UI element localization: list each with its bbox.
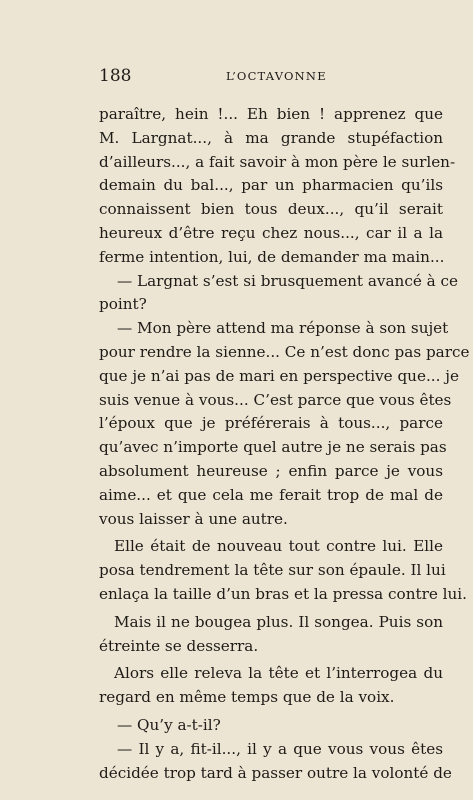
text-line: — Qu’y a-t-il? (117, 715, 221, 734)
text-line: regard en même temps que de la voix. (99, 688, 395, 707)
text-line: — Il y a, fit-il..., il y a que vous vous êtes (117, 739, 443, 758)
text-line: que je n’ai pas de mari en perspective que... je (99, 366, 459, 385)
text-line: étreinte se desserra. (99, 636, 259, 655)
text-line: ferme intention, lui, de demander ma main... (99, 247, 445, 266)
text-line: Elle était de nouveau tout contre lui. Elle (114, 537, 443, 556)
text-line: suis venue à vous... C’est parce que vous êtes (99, 390, 452, 409)
text-line: qu’avec n’importe quel autre je ne serais pas (99, 438, 447, 457)
text-line: — Mon père attend ma réponse à son sujet (117, 319, 449, 338)
text-line: — Largnat s’est si brusquement avancé à ce (117, 271, 459, 290)
text-line: paraître, hein !... Eh bien ! apprenez que (99, 105, 443, 123)
page-number: 188 (99, 66, 132, 86)
text-line: enlaça la taille d’un bras et la pressa contre lui. (99, 584, 467, 603)
page-header (99, 64, 443, 88)
text-line: demain du bal..., par un pharmacien qu’ils (99, 176, 443, 195)
text-line: Mais il ne bougea plus. Il songea. Puis son (114, 612, 443, 631)
body-text (99, 103, 470, 785)
text-line: connaissent bien tous deux..., qu’il serait (99, 200, 443, 219)
text-line: point? (99, 295, 147, 314)
text-line: posa tendrement la tête sur son épaule. Il lui (99, 561, 446, 580)
text-line: l’époux que je préférerais à tous..., parce (99, 414, 443, 433)
text-line: absolument heureuse ; enfin parce je vous (99, 461, 443, 480)
text-line: Alors elle releva la tête et l’interrogea du (114, 664, 443, 683)
text-line: M. Largnat..., à ma grande stupéfaction (99, 128, 443, 147)
text-line: d’ailleurs..., a fait savoir à mon père le surlen- (99, 152, 456, 171)
text-line: vous laisser à une autre. (99, 509, 288, 528)
text-line: heureux d’être reçu chez nous..., car il a la (99, 223, 443, 242)
running-title: L’OCTAVONNE (226, 69, 327, 83)
text-line: aime... et que cela me ferait trop de mal de (99, 485, 443, 504)
text-line: décidée trop tard à passer outre la volonté de (99, 763, 452, 782)
text-line: pour rendre la sienne... Ce n’est donc pas parce (99, 342, 470, 361)
